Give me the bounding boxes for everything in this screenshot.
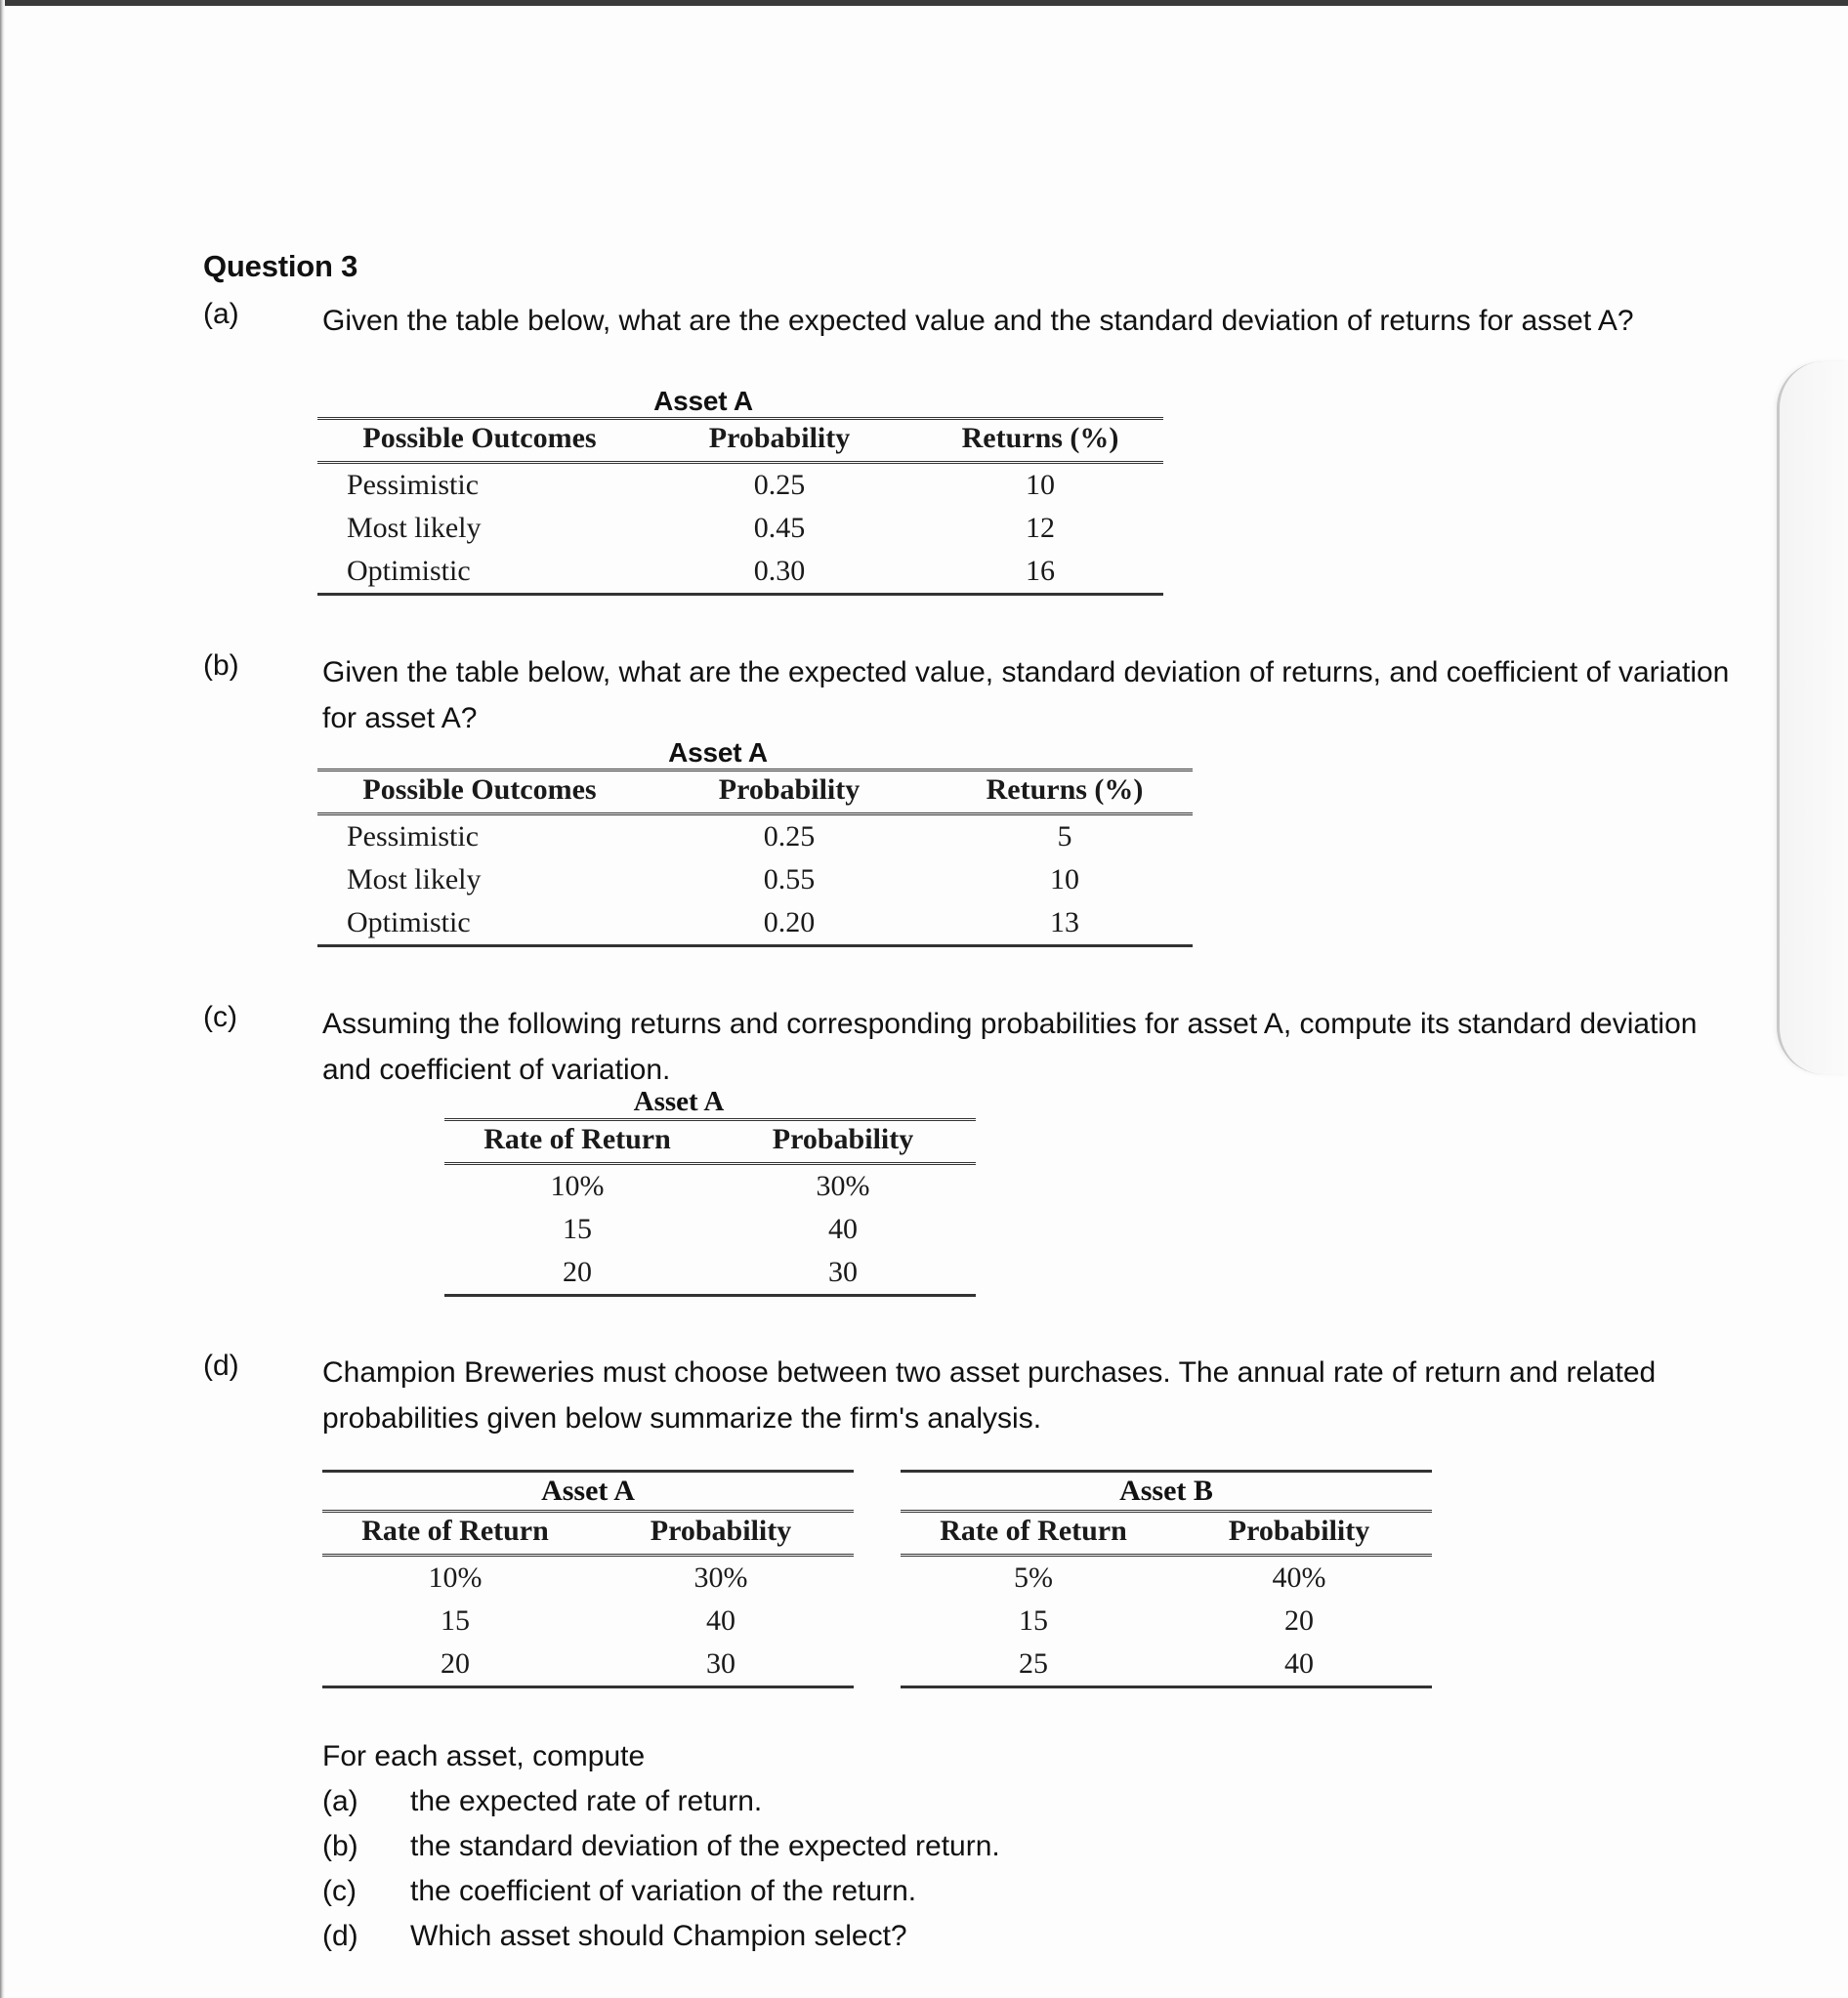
cell-rate-of-return: 20 xyxy=(322,1643,588,1687)
part-b-table xyxy=(317,769,1193,947)
col-rate-of-return: Rate of Return xyxy=(322,1512,588,1556)
cell-rate-of-return: 10% xyxy=(428,1561,483,1594)
part-d-asset-b-caption: Asset B xyxy=(901,1470,1432,1510)
part-d-text: Champion Breweries must choose between two asset purchases. The annual rate of return and related probabilities given below summarize the firm's analysis. xyxy=(322,1356,1657,1435)
table-row xyxy=(444,1164,976,1209)
footer-item-c xyxy=(322,1875,916,1908)
footer-item-d-label: (d) xyxy=(322,1920,358,1952)
footer-item-b-text: the standard deviation of the expected return. xyxy=(410,1830,1000,1862)
cell-rate-of-return: 5% xyxy=(1014,1561,1053,1594)
cell-rate-of-return: 20 xyxy=(444,1251,710,1296)
col-returns: Returns (%) xyxy=(937,770,1193,814)
cell-outcome: Pessimistic xyxy=(347,469,480,501)
part-a-table-wrap xyxy=(317,386,1163,596)
part-b-text: Given the table below, what are the expected value, standard deviation of returns, and coefficient of variation for asset A? xyxy=(322,656,1730,734)
table-header-row xyxy=(444,1120,976,1164)
part-b-label: (b) xyxy=(203,649,239,682)
table-row xyxy=(322,1643,854,1687)
cell-returns: 13 xyxy=(937,901,1193,946)
page-curl-artifact xyxy=(1777,361,1848,1074)
part-c-text: Assuming the following returns and corresponding probabilities for asset A, compute its standard deviation and coefficient of variation. xyxy=(322,1008,1698,1086)
cell-rate-of-return: 15 xyxy=(563,1213,592,1245)
cell-outcome: Optimistic xyxy=(317,901,642,946)
cell-probability: 30 xyxy=(710,1251,976,1296)
part-c-table-caption: Asset A xyxy=(633,1086,725,1117)
cell-outcome: Most likely xyxy=(347,512,482,544)
part-a-text: Given the table below, what are the expected value and the standard deviation of returns for asset A? xyxy=(322,305,1634,337)
table-row xyxy=(317,550,1163,595)
part-a-table xyxy=(317,417,1163,596)
cell-returns: 10 xyxy=(1026,469,1055,501)
footer-item-b xyxy=(322,1830,1000,1863)
part-a-label: (a) xyxy=(203,298,239,330)
cell-probability: 40 xyxy=(828,1213,858,1245)
cell-outcome: Most likely xyxy=(347,863,482,895)
scan-top-edge xyxy=(0,0,1848,6)
col-probability: Probability xyxy=(642,770,937,814)
part-b-table-caption: Asset A xyxy=(668,737,768,768)
page-title: Question 3 xyxy=(203,249,358,283)
cell-probability: 30 xyxy=(588,1643,854,1687)
cell-returns: 16 xyxy=(917,550,1163,595)
table-header-row xyxy=(901,1512,1432,1556)
col-returns: Returns (%) xyxy=(917,419,1163,463)
table-header-row xyxy=(317,419,1163,463)
cell-probability: 30% xyxy=(816,1170,870,1202)
cell-probability: 0.55 xyxy=(763,863,816,895)
cell-probability: 40 xyxy=(1166,1643,1432,1687)
col-possible-outcomes: Possible Outcomes xyxy=(317,419,642,463)
part-d-asset-a-caption: Asset A xyxy=(322,1470,854,1510)
cell-probability: 0.20 xyxy=(642,901,937,946)
footer-item-d xyxy=(322,1920,907,1953)
footer-item-a-label: (a) xyxy=(322,1785,358,1817)
col-probability: Probability xyxy=(1166,1512,1432,1556)
footer-item-a-text: the expected rate of return. xyxy=(410,1785,763,1817)
cell-outcome: Optimistic xyxy=(317,550,642,595)
footer-item-c-text: the coefficient of variation of the return. xyxy=(410,1875,917,1907)
cell-probability: 30% xyxy=(693,1561,748,1594)
part-d-label: (d) xyxy=(203,1350,239,1382)
table-row xyxy=(317,858,1193,901)
part-b-table-wrap xyxy=(317,737,1193,947)
part-d-asset-a-block xyxy=(322,1470,854,1688)
col-possible-outcomes: Possible Outcomes xyxy=(317,770,642,814)
footer-item-a xyxy=(322,1785,762,1818)
table-header-row xyxy=(322,1512,854,1556)
footer-item-b-label: (b) xyxy=(322,1830,358,1862)
table-row xyxy=(317,901,1193,946)
part-a-table-caption: Asset A xyxy=(653,386,753,416)
cell-rate-of-return: 15 xyxy=(441,1604,470,1637)
table-row xyxy=(901,1600,1432,1643)
part-c-table-wrap xyxy=(444,1086,976,1297)
table-row xyxy=(317,507,1163,550)
table-row xyxy=(444,1251,976,1296)
cell-rate-of-return: 25 xyxy=(901,1643,1166,1687)
col-probability: Probability xyxy=(642,419,917,463)
cell-probability: 20 xyxy=(1284,1604,1314,1637)
cell-probability: 40% xyxy=(1272,1561,1326,1594)
part-c-label: (c) xyxy=(203,1001,237,1033)
table-row xyxy=(901,1643,1432,1687)
footer-item-d-text: Which asset should Champion select? xyxy=(410,1920,907,1952)
col-probability: Probability xyxy=(710,1120,976,1164)
part-d-asset-b-block xyxy=(901,1470,1432,1688)
cell-probability: 0.45 xyxy=(753,512,806,544)
footer-lead: For each asset, compute xyxy=(322,1740,646,1772)
cell-outcome: Pessimistic xyxy=(347,820,480,853)
table-row xyxy=(901,1556,1432,1601)
cell-returns: 10 xyxy=(1050,863,1079,895)
cell-probability: 0.25 xyxy=(753,469,806,501)
table-row xyxy=(322,1600,854,1643)
footer-item-c-label: (c) xyxy=(322,1875,357,1907)
part-d-asset-a-table xyxy=(322,1510,854,1688)
table-header-row xyxy=(317,770,1193,814)
table-row xyxy=(444,1208,976,1251)
table-row xyxy=(317,463,1163,508)
cell-returns: 12 xyxy=(1026,512,1055,544)
part-d-dual-table-wrap xyxy=(322,1470,1432,1688)
cell-rate-of-return: 10% xyxy=(550,1170,605,1202)
scan-left-edge xyxy=(0,0,5,1998)
cell-probability: 0.25 xyxy=(763,820,816,853)
part-d-asset-b-table xyxy=(901,1510,1432,1688)
col-rate-of-return: Rate of Return xyxy=(901,1512,1166,1556)
cell-probability: 40 xyxy=(706,1604,735,1637)
table-row xyxy=(322,1556,854,1601)
cell-returns: 5 xyxy=(1057,820,1072,853)
col-probability: Probability xyxy=(588,1512,854,1556)
col-rate-of-return: Rate of Return xyxy=(444,1120,710,1164)
cell-rate-of-return: 15 xyxy=(1019,1604,1048,1637)
table-row xyxy=(317,814,1193,859)
cell-probability: 0.30 xyxy=(642,550,917,595)
part-c-table xyxy=(444,1118,976,1297)
